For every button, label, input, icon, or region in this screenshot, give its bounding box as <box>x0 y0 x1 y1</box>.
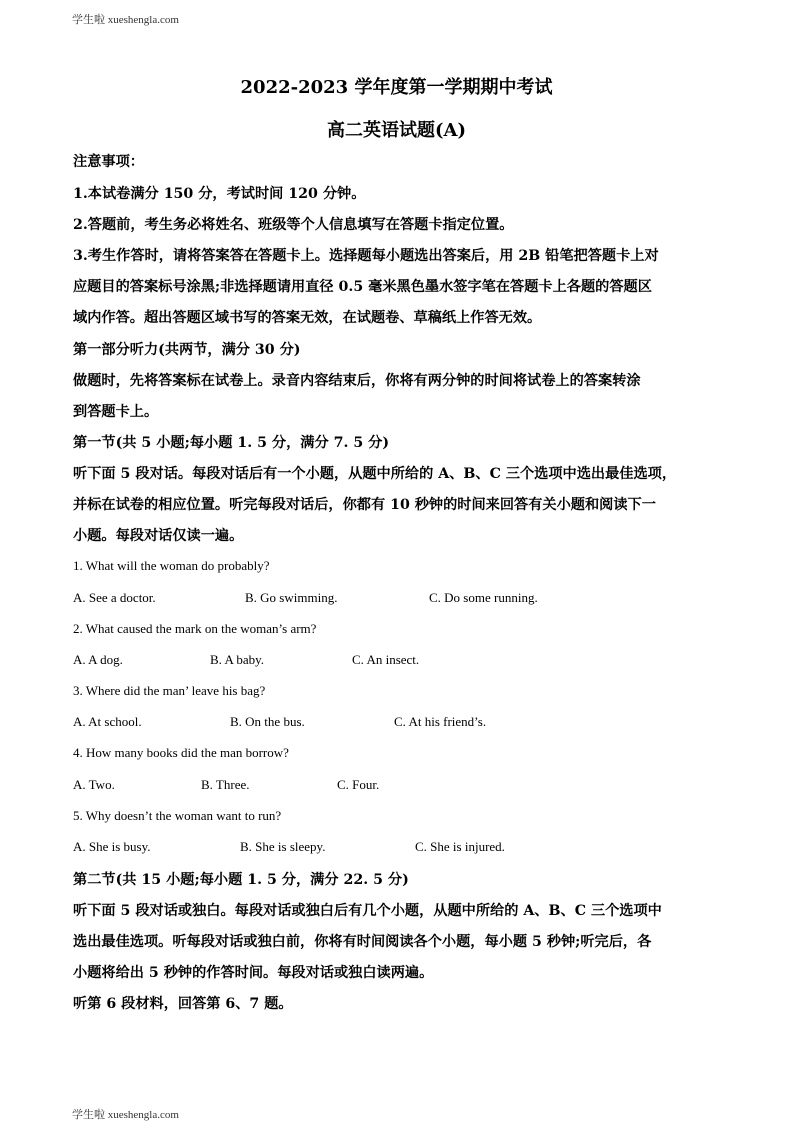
question-4: 4. How many books did the man borrow? <box>73 745 289 760</box>
question-2-option-b: B. A baby. <box>210 652 265 667</box>
section-1-heading: 第一节(共 5 小题;每小题 1. 5 分，满分 7. 5 分) <box>73 435 390 451</box>
question-1-option-c: C. Do some running. <box>429 590 538 605</box>
question-5-option-b: B. She is sleepy. <box>240 839 326 854</box>
note-1: 1.本试卷满分 150 分，考试时间 120 分钟。 <box>73 186 366 202</box>
question-2-option-a: A. A dog. <box>73 652 123 667</box>
section-1-line-3: 小题。每段对话仅读一遍。 <box>73 528 244 544</box>
question-5: 5. Why doesn’t the woman want to run? <box>73 808 282 823</box>
section-2-line-3: 小题将给出 5 秒钟的作答时间。每段对话或独白读两遍。 <box>73 965 434 981</box>
note-3-line-1: 3.考生作答时，请将答案答在答题卡上。选择题每小题选出答案后，用 2B 铅笔把答题卡上对 <box>73 248 659 264</box>
question-3-option-c: C. At his friend’s. <box>394 714 487 729</box>
note-3-line-2: 应题目的答案标号涂黑;非选择题请用直径 0.5 毫米黑色墨水签字笔在答题卡上各题的答题区 <box>73 279 652 295</box>
question-3-option-a: A. At school. <box>73 714 142 729</box>
section-1-line-1: 听下面 5 段对话。每段对话后有一个小题，从题中所给的 A、B、C 三个选项中选出最佳选项， <box>73 466 677 482</box>
section-2-heading: 第二节(共 15 小题;每小题 1. 5 分，满分 22. 5 分) <box>73 872 409 888</box>
question-4-option-c: C. Four. <box>337 777 380 792</box>
site-header[interactable]: 学生啦 xueshengla.com <box>72 14 179 26</box>
part-1-line-1: 做题时，先将答案标在试卷上。录音内容结束后，你将有两分钟的时间将试卷上的答案转涂 <box>73 373 641 389</box>
question-2-option-c: C. An insect. <box>352 652 420 667</box>
question-5-option-c: C. She is injured. <box>415 839 505 854</box>
question-3: 3. Where did the man’ leave his bag? <box>73 683 266 698</box>
section-2-line-4: 听第 6 段材料，回答第 6、7 题。 <box>73 996 293 1012</box>
part-1-line-2: 到答题卡上。 <box>73 404 159 420</box>
exam-title: 2022-2023 学年度第一学期期中考试 <box>240 77 553 98</box>
question-1-option-a: A. See a doctor. <box>73 590 156 605</box>
question-2: 2. What caused the mark on the woman’s arm? <box>73 621 317 636</box>
exam-subtitle: 高二英语试题(A) <box>327 120 466 141</box>
part-1-heading: 第一部分听力(共两节，满分 30 分) <box>73 342 301 358</box>
question-3-option-b: B. On the bus. <box>230 714 305 729</box>
section-2-line-1: 听下面 5 段对话或独白。每段对话或独白后有几个小题，从题中所给的 A、B、C 三个选项中 <box>73 903 662 919</box>
note-2: 2.答题前，考生务必将姓名、班级等个人信息填写在答题卡指定位置。 <box>73 217 514 233</box>
question-4-option-b: B. Three. <box>201 777 250 792</box>
section-2-line-2: 选出最佳选项。听每段对话或独白前，你将有时间阅读各个小题，每小题 5 秒钟;听完后，各 <box>73 934 652 950</box>
question-1-option-b: B. Go swimming. <box>245 590 338 605</box>
section-1-line-2: 并标在试卷的相应位置。听完每段对话后，你都有 10 秒钟的时间来回答有关小题和阅读下一 <box>73 497 656 513</box>
site-footer[interactable]: 学生啦 xueshengla.com <box>72 1109 179 1121</box>
question-4-option-a: A. Two. <box>73 777 115 792</box>
question-5-option-a: A. She is busy. <box>73 839 151 854</box>
question-1: 1. What will the woman do probably? <box>73 558 270 573</box>
note-3-line-3: 域内作答。超出答题区域书写的答案无效，在试题卷、草稿纸上作答无效。 <box>73 310 542 326</box>
notes-heading: 注意事项： <box>73 154 144 170</box>
